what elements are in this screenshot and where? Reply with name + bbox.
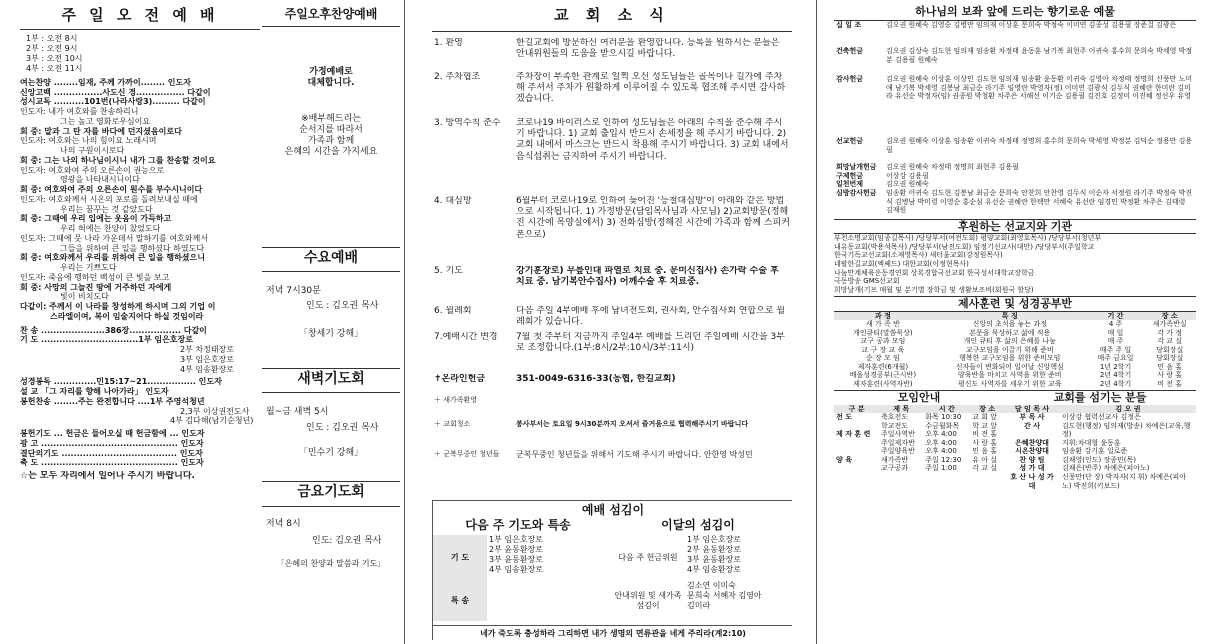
offering-kind: 일천번제 [836, 180, 864, 189]
page-divider [404, 0, 405, 644]
order-line: 그는 높고 영화로우심이요 [60, 116, 151, 126]
servant-names: 김도현(행정) 임의재(방송) 차예은(교육,행정) [1062, 421, 1191, 439]
training-cell: 2년 4학기 [1099, 371, 1132, 380]
this-month-title: 이달의 섬김이 [661, 518, 735, 532]
meeting-cell: 교구공과 [881, 464, 909, 473]
meeting-cell: 새가족반 [881, 455, 909, 464]
dawn-prayer-title: 새벽기도회 [262, 368, 400, 394]
servant-row [1004, 422, 1196, 439]
news-label: 5. 기도 [434, 265, 463, 276]
servant-names: 신풍만(단 장) 박자자(지 휘) 차예은(피아노) 박진희(키보드) [1062, 472, 1186, 490]
mission-line: 네팔한길교회(엑쎄드) 대한교회(이정현목사) [834, 260, 969, 268]
offering-kind: 선교헌금 [836, 137, 864, 146]
training-cell: 1년 2학기 [1099, 362, 1132, 371]
dawn-line: 인도 : 김오권 목사 [306, 422, 379, 433]
order-line: 봉헌기도 ... 헌금은 들어오실 때 헌금함에 ... 인도자 [20, 429, 205, 438]
order-line: 결단의기도 ...................................... 인도자 [20, 448, 203, 458]
time-line: 4부 : 오전 11시 [26, 63, 83, 73]
next-offering-label: 다음 주 헌금위원 [618, 553, 678, 562]
training-cell: 교 구 장 교 육 [861, 345, 905, 354]
offering-row [834, 47, 1196, 75]
training-cell: 신앙의 초석을 놓는 과정 [972, 320, 1047, 329]
afternoon-line: 대체합니다. [307, 78, 355, 89]
usher-entry: 문희숙 서혜자 김영아 [687, 591, 762, 600]
offering-row [834, 189, 1196, 217]
servant-role: 시온찬양대 [1015, 447, 1049, 456]
servant-row [1004, 464, 1196, 473]
servant-role: 성 가 대 [1019, 464, 1045, 473]
meeting-cell: 주일 1:00 [925, 464, 957, 473]
order-line: 2부 차정태장로 [180, 345, 235, 354]
friday-prayer-title: 금요기도회 [262, 481, 400, 507]
meeting-row [834, 456, 1004, 465]
order-line: 인도자: 여호와여 주의 오른손이 권능으로 [20, 165, 165, 175]
training-cell: 당회장실 [1156, 354, 1184, 363]
offering-names: 김오권 원혜숙 이상훈 이상민 김도현 임의재 임송환 윤동환 이귀숙 김영아 차정태 정명희 신풍만 노미애 남기복 박세영 김봉남 최금순 라기주 임영란 박영자(정) 이미연 김광식 김두식 권혜란 한미란 김미라 유선순 박정자(임) 권종원 박청환 차주은 서해선 이기순 김용필 김진호 김정미 이진혜 정선우 유영 [886, 75, 1193, 101]
order-line: 다같이: 주께서 이 나라를 창성하게 하시며 그의 기업 이 [20, 302, 216, 311]
offering-kind: 심방감사헌금 [836, 189, 877, 197]
fri-line: 인도: 김오권 목사 [312, 535, 382, 546]
wed-line: 인도 : 김오권 목사 [306, 301, 379, 312]
special-song-label: 특 송 [433, 581, 487, 621]
offering-names: 임송환 이귀숙 김도현 김봉남 최금순 문희숙 안찬희 안찬영 김두식 이순자 서정원 라기주 박정숙 박진식 김병남 박미령 이영순 홍순심 유선순 권혜란 한택만 서혜숙 유선란 임경민 박정환 차주은 김태령 김재원 [886, 189, 1193, 215]
mission-line: 부천소명교회(임종길목사) /당당부서(여전도회) 평양교회(최영호목사) /당당부서(청년부 [834, 234, 1102, 243]
order-line: 성시교독 ..........101번(나라사랑3)......... 다같이 [20, 97, 206, 107]
prayer-entry: 4부 임송환장로 [489, 565, 544, 574]
meeting-row [834, 439, 1004, 448]
training-cell: 당회장실 [1156, 345, 1184, 354]
order-line: 우리는 꿈꾸는 것 같았도다 [60, 204, 153, 214]
order-line: 찬 송 .....................386장................. 다같이 [20, 325, 207, 335]
offering-names: 김오권 원혜숙 차정태 정명희 최현주 김용필 [886, 163, 1019, 172]
training-cell: 새가족반실 [1152, 320, 1187, 329]
training-row [834, 329, 1196, 338]
meeting-cell: 학교전도 [881, 421, 909, 430]
training-row [834, 380, 1196, 389]
meeting-cell [834, 439, 879, 448]
order-line: 인도자: 여호와께서 시온의 포로를 돌려보내실 때에 [20, 194, 198, 204]
church-news-title: 교 회 소 식 [432, 4, 792, 32]
meeting-cell [834, 447, 879, 456]
meeting-cell: 오후 4:00 [925, 430, 957, 439]
training-cell: 비 전 홀 [1157, 379, 1183, 388]
meeting-cell: 양 육 [836, 455, 852, 464]
meeting-cell: 제 자 훈 련 [836, 430, 871, 439]
order-line: 회 중: 사망의 그늘진 땅에 거주하던 자에게 [20, 282, 172, 292]
order-line: 회 중: 그때에 우리 입에는 웃음이 가득하고 [20, 214, 172, 224]
training-cell: 2년 4학기 [1099, 379, 1132, 388]
news-text: 6월부터 코로나19로 인하여 늦어진 '등철대심방'이 아래와 같은 방법으로 시작됩니다. 1) 가정방문(담임목사님과 사모님) 2)교회방문(정해진 시간에 목양실에서) 3) 전화심방(정해진 시간에 가족과 함께 스피커폰으로) [516, 195, 790, 240]
order-line: 회 중: 여호와여 주의 오른손이 원수를 부수시니이다 [20, 185, 203, 194]
servant-row [1004, 439, 1196, 448]
offering-row [834, 21, 1196, 47]
meetings-header: 구 분 [848, 404, 865, 413]
training-cell: 각 교 실 [1157, 337, 1183, 346]
meeting-cell [834, 422, 879, 431]
time-line: 1부 : 오전 8시 [26, 33, 78, 43]
dawn-line: 「민수기 강해」 [298, 447, 364, 458]
afternoon-note: 순서지를 따라서 [299, 124, 363, 135]
servant-names: 김채은(반주) 차예은(피아노) [1062, 464, 1150, 473]
training-header: 과 정 [874, 311, 891, 320]
meeting-cell: 주일제자반 [881, 438, 915, 447]
mission-line: 나눔만계체육운동경연회 상록경합국선교회 한국성서대학교장학금 [834, 268, 1035, 277]
offering-names: 김오권 김상숙 김도현 임의재 임송환 차정태 윤동훈 남기복 최현주 이귀숙 홍수희 문희숙 박세영 박정분 김용필 원혜숙 [886, 47, 1193, 64]
usher-entry: 김미라 [687, 601, 711, 610]
order-line: 회 중: 그는 나의 하나님이시니 내가 그를 찬송할 것이요 [20, 155, 216, 165]
news-item [432, 396, 792, 420]
offering-entry: 1부 임은호장로 [687, 535, 742, 544]
training-cell: 각 가 정 [1157, 328, 1183, 337]
offering-entry: 3부 윤동환장로 [687, 555, 742, 564]
prayer-entry: 1부 임은호장로 [489, 535, 544, 544]
meeting-row [834, 430, 1004, 439]
order-line: 스라엘이여, 복이 임술지어다 하실 것임이라 [50, 311, 204, 321]
meeting-cell: 축호전도 [881, 413, 909, 422]
servant-role: 찬 양 팀 [1019, 455, 1045, 464]
order-line: 3부 임은호장로 [180, 354, 235, 364]
offering-names: 김오권 원혜숙 [886, 180, 929, 189]
offering-entry: 4부 임송환장로 [687, 565, 742, 574]
order-line: 기 도 ................................1부 임은호장로 [20, 335, 193, 345]
news-list [432, 38, 792, 460]
offering-names: 김오권 원혜숙 김영승 김병만 임의재 이상훈 문희숙 박정숙 이미연 김종성 김용필 장준걸 김광은 [886, 21, 1177, 30]
order-line: 인도자: 그때에 뭇 나라 가운데서 말하기를 여호와께서 [20, 233, 208, 243]
order-line: 설 교 「그 자리를 향해 나아가라」 인도자 [20, 387, 169, 396]
usher-list [685, 581, 792, 621]
offerings-table [834, 21, 1196, 217]
news-text [514, 396, 792, 420]
afternoon-line: 가정예배로 [309, 67, 353, 77]
worship-servers-box [432, 500, 792, 640]
news-item [432, 450, 792, 460]
offering-kind: 감사헌금 [836, 75, 864, 84]
wednesday-worship-title: 수요예배 [262, 247, 400, 273]
meeting-row [834, 422, 1004, 431]
servant-role: 부 목 사 [1019, 413, 1045, 422]
offering-entry: 2부 윤동환장로 [687, 545, 742, 554]
order-line: 축 도 ............................................. 인도자 [20, 458, 204, 468]
servants-section [1004, 390, 1196, 490]
news-item [432, 118, 792, 196]
training-cell: 배을성경공부(근시반) [849, 371, 917, 380]
panel-offerings [834, 4, 1196, 640]
afternoon-note: ※배부해드리는 [301, 113, 361, 124]
training-cell: 사 랑 홀 [1157, 371, 1183, 380]
order-line: 나의 구원이시로다 [60, 146, 125, 155]
training-cell: 교구모임을 이끌기 위해 준비 [965, 345, 1054, 354]
training-cell: 제자훈련(사역자반) [853, 379, 913, 388]
worship-order [20, 78, 260, 468]
training-cell: 4 주 [1108, 320, 1123, 329]
prayer-entry: 3부 윤동환장로 [489, 555, 544, 564]
dawn-line: 월~금 새벽 5시 [266, 407, 329, 418]
training-title: 제사훈련 및 성경공부반 [834, 296, 1196, 311]
meeting-cell: 주일사역반 [881, 430, 915, 439]
time-line: 3부 : 오전 10시 [26, 53, 83, 63]
training-cell: 매 일 [1107, 328, 1124, 337]
servants-header: 김 오 권 [1115, 404, 1141, 413]
next-week-title: 다음 주 기도와 특송 [465, 518, 571, 532]
training-cell: 제자훈련(6개월) [857, 362, 909, 371]
training-row [834, 363, 1196, 372]
panel-other-services [262, 4, 400, 640]
order-line: 빛이 비치도다 [60, 292, 109, 302]
prayer-label: 기 도 [433, 535, 487, 581]
news-item [432, 196, 792, 266]
prayer-entry: 2부 윤동환장로 [489, 545, 544, 554]
news-item [432, 306, 792, 332]
mission-line: 한국기독교선교회(소재영목사) 새터울교회(강정원목사) [834, 251, 1003, 260]
news-label: ＋ 군복무중인 청년들 [434, 449, 500, 458]
worship-servers-title: 예배 섬김이 [581, 503, 645, 517]
panel-church-news [432, 4, 792, 640]
bible-verse: 네가 죽도록 충성하라 그리하면 내가 생명의 면류관을 네게 주리라(계2:10) [433, 625, 792, 639]
afternoon-note: 은혜의 시간을 가지세요 [284, 147, 378, 158]
meeting-cell: 유 아 실 [972, 455, 997, 464]
offering-names: 김오권 원혜숙 이상훈 임송환 이귀숙 차정태 정명희 홍수희 문희숙 박세영 박정분 김덕순 정용만 김용필 [886, 137, 1193, 154]
meeting-cell: 오후 4:00 [925, 438, 957, 447]
meeting-cell: 학 교 앞 [972, 421, 997, 430]
offering-kind: 희망날개헌금 [836, 163, 877, 172]
panel-morning-worship [20, 4, 260, 640]
mission-line: 내유동교회(박용석목사) /당당부서(남전도회) 임정기선교사(대만) /당당부서(주일학교 [834, 242, 1095, 251]
training-cell: 매주 주 일 [1099, 345, 1132, 354]
usher-entry: 김소연 이미숙 [687, 581, 736, 590]
training-cell: 교구 공과 모임 [860, 337, 906, 346]
servant-role: 은혜찬양대 [1015, 438, 1049, 447]
meetings-header: 장 소 [979, 404, 996, 413]
order-line: 4부 임송환장로 [180, 364, 235, 374]
news-label: 1. 환영 [434, 37, 463, 48]
news-text: 강기훈장로) 무릎인대 파열로 치료 중. 문미신집사) 손가락 수술 후 치료 중. 남기복안수집사) 어깨수술 후 치료중. [516, 265, 779, 287]
news-item [432, 332, 792, 374]
training-cell: 순 장 모 임 [866, 354, 900, 363]
fri-line: 저녁 8시 [266, 518, 301, 529]
servant-row [1004, 413, 1196, 422]
meetings-section [834, 390, 1004, 490]
news-item [432, 266, 792, 306]
training-cell: 본문을 묵상하고 삶에 적용 [969, 328, 1051, 337]
training-row [834, 371, 1196, 380]
meeting-cell: 각 교 실 [972, 464, 997, 473]
training-cell: 개인큐티(말씀묵상) [853, 328, 913, 337]
training-cell: 매 주 [1107, 337, 1124, 346]
training-cell: 새 가 족 반 [866, 320, 900, 329]
offering-row [834, 172, 1196, 181]
meetings-header: 시 간 [938, 404, 955, 413]
order-line: 영광을 나타내시니이다 [60, 175, 140, 185]
news-label: 2. 주차협조 [434, 71, 481, 82]
servant-row [1004, 456, 1196, 465]
news-item [432, 38, 792, 72]
meeting-row [834, 447, 1004, 456]
order-line: 2,3부 이상권전도사 [180, 406, 250, 416]
fri-line: 「은혜의 찬양과 말씀과 기도」 [276, 559, 386, 568]
news-text: 봉사부서는 토요일 9시30분까지 오셔서 즐거움으로 협력해주시기 바랍니다 [516, 419, 749, 428]
offering-committee-list [685, 535, 792, 581]
training-table [834, 312, 1196, 389]
news-text: 7월 첫 주부터 지금까지 주일4부 예배를 드리던 주일예배 시간을 3부로 조정합니다.(1부:8시/2부:10시/3부:11시) [516, 331, 785, 353]
servant-role: 간 사 [1024, 421, 1040, 430]
meeting-cell: 주일양육반 [881, 447, 915, 456]
offering-row [834, 180, 1196, 189]
order-line: 우리는 기쁘도다 [60, 263, 117, 272]
servants-title: 교회를 섬기는 분들 [1004, 390, 1196, 404]
news-label: 6. 월례회 [434, 305, 472, 316]
meeting-cell: 비 전 홀 [972, 430, 997, 439]
servant-names: 김채영(인도) 장종민(목) [1062, 455, 1137, 464]
servant-row [1004, 447, 1196, 456]
news-item [432, 420, 792, 450]
training-header: 기 간 [1107, 311, 1124, 320]
time-line: 2부 : 오전 9시 [26, 43, 78, 53]
news-text: 군복무중인 청년들을 위해서 기도해 주시기 바랍니다. 안한영 박성민 [516, 449, 753, 459]
standing-note: ☆는 모두 자리에서 일어나 주시기 바랍니다. [20, 471, 195, 481]
training-row [834, 346, 1196, 355]
order-line: 인도자: 죽음에 행하던 백성이 큰 빛을 보고 [20, 272, 170, 282]
prayer-list [487, 535, 611, 581]
training-cell: 매주 금요일 [1097, 354, 1134, 363]
news-text: 다음 주일 4부예배 후에 남녀전도회, 권사회, 안수집사회 연합으로 월례회가 있습니다. [516, 305, 786, 327]
offering-row [834, 137, 1196, 163]
order-line: 우리 혀에는 찬양이 찼었도다 [60, 224, 161, 233]
training-cell: 행복한 교구모임을 위한 준비모임 [959, 354, 1061, 363]
missions-title: 후원하는 선교지와 기관 [834, 219, 1196, 234]
afternoon-note: 가족과 함께 [307, 136, 355, 146]
meeting-row [834, 464, 1004, 473]
offering-names: 이상강 김용필 [886, 171, 929, 180]
news-item [432, 72, 792, 118]
order-line: 광 고 ............................................. 인도자 [20, 438, 204, 448]
news-text: 351-0049-6316-33(농협, 한길교회) [516, 373, 676, 384]
order-line: 회 중: 여호와께서 우리를 위하여 큰 일을 행하셨으니 [20, 253, 205, 263]
order-line: 봉헌찬송 ........주는 완전합니다 ....1부 주영석청년 [20, 396, 205, 406]
training-cell: 평신도 사역자를 세우기 위한 교육 [957, 379, 1062, 388]
offerings-title: 하나님의 보좌 앞에 드리는 향기로운 예물 [834, 4, 1196, 21]
meeting-cell: 전 도 [836, 413, 852, 422]
servant-names: 지휘:차대형 윤동훈 [1062, 438, 1121, 447]
meetings-header: 제 목 [893, 404, 910, 413]
meeting-row [834, 413, 1004, 422]
mission-line: 극동방송 GMS선교회 [834, 277, 900, 286]
training-row [834, 354, 1196, 363]
wed-line: 저녁 7시30분 [266, 286, 321, 296]
meeting-cell: 화목 10:30 [925, 413, 962, 422]
page-divider [816, 0, 817, 644]
meeting-cell: 오후 4:00 [925, 447, 957, 456]
news-text: 주차장이 부족한 관계로 일찍 오신 성도님들은 골목이나 길가에 주차해 주셔서 주차가 원활하게 이루어질 수 있도록 협조해 주시면 감사하겠습니다. [516, 71, 786, 105]
news-label: ✝온라인헌금 [434, 373, 486, 384]
training-row [834, 320, 1196, 329]
training-row [834, 337, 1196, 346]
training-cell: 신자들이 변화되어 일어날 신앙핵심 [955, 362, 1064, 371]
news-label: 3. 방역수칙 준수 [434, 117, 501, 128]
meeting-cell: 수금월화목 [925, 421, 960, 430]
order-line: 인도자: 내가 여호와를 찬송하리니 [20, 107, 139, 116]
offering-kind: 구제헌금 [836, 171, 864, 180]
training-header: 장 소 [1161, 311, 1178, 320]
servant-names: 이상강 협력선교사 김정은 [1062, 413, 1141, 422]
news-label: ＋ 교회청소 [434, 419, 471, 428]
worship-times [26, 34, 260, 74]
offering-row [834, 163, 1196, 172]
news-text: 코로나19 바이러스로 인하여 성도님들은 아래의 수칙을 준수해 주시기 바랍니다. 1) 교회 출입시 반드시 손세정을 해 주시기 바랍니다. 2) 교회 내에서 마스크는 반드시 착용해 주시기 바랍니다. 3) 교회 내에서 음식섭취는 금지하여 주시기 바랍니다. [516, 117, 789, 162]
meeting-cell: 교 회 앞 [972, 413, 997, 422]
news-item [432, 374, 792, 396]
order-line: 회 중: 말과 그 탄 자를 바다에 던지셨음이로다 [20, 126, 182, 136]
offering-kind: 십 일 조 [836, 21, 862, 30]
servant-names: 임송환 강기훈 일로준 [1062, 447, 1128, 456]
offering-row [834, 75, 1196, 137]
news-label: 7.예배시간 변경 [434, 331, 498, 342]
servants-header: 담 임 목 사 [1014, 404, 1050, 413]
news-label: 4. 대심방 [434, 195, 472, 206]
offering-kind: 건축헌금 [836, 47, 864, 56]
wed-line: 「창세기 강해」 [298, 328, 364, 339]
servant-role: 호 산 나 성 가 대 [1010, 472, 1054, 490]
order-line: 그들을 위하여 큰 일을 행하셨다 하였도다 [60, 243, 205, 253]
training-cell: 개인 큐티 후 삶의 은혜를 나눔 [963, 337, 1056, 346]
meeting-cell: 민 음 홀 [972, 447, 997, 456]
news-label: ＋ 새가족환영 [434, 395, 478, 404]
meetings-table [834, 405, 1004, 473]
training-cell: 양육반을 마치고 사역을 위한 준비 [957, 371, 1062, 380]
servant-row [1004, 473, 1196, 490]
usher-label: 안내위원 및 새가족섬김이 [614, 591, 682, 610]
order-line: 4부 김다해(남기순청년) [170, 416, 254, 426]
servants-table [1004, 405, 1196, 490]
meeting-cell [834, 464, 879, 473]
morning-worship-title: 주 일 오 전 예 배 [20, 4, 260, 30]
meeting-cell: 주일 12:30 [925, 455, 962, 464]
training-cell: 민 음 홀 [1157, 362, 1183, 371]
afternoon-worship-title: 주일오후찬양예배 [262, 4, 400, 27]
training-header: 특 징 [1001, 311, 1018, 320]
meetings-title: 모임안내 [834, 390, 1004, 404]
order-line: 여는찬양 ........임재, 주께 가까이........ 인도자 [20, 77, 191, 87]
mission-line: 희망날개(기프 매월 및 분기별 장학금 및 생활보조비(회원국 할당) [834, 285, 1034, 294]
order-line: 인도자: 여호와는 나의 힘이요 노래시며 [20, 136, 157, 146]
missions-list [834, 234, 1196, 294]
order-line: 신앙고백 ................사도신 경................ 다같이 [20, 87, 211, 97]
meeting-cell: 사 랑 홀 [972, 438, 997, 447]
news-text: 한길교회에 방문하신 여러분을 환영합니다. 등록을 원하시는 분들은 안내위원들의 도움을 받으시길 바랍니다. [516, 37, 780, 59]
order-line: 성경봉독 ..............민15:17~21................ 인도자 [20, 377, 222, 387]
